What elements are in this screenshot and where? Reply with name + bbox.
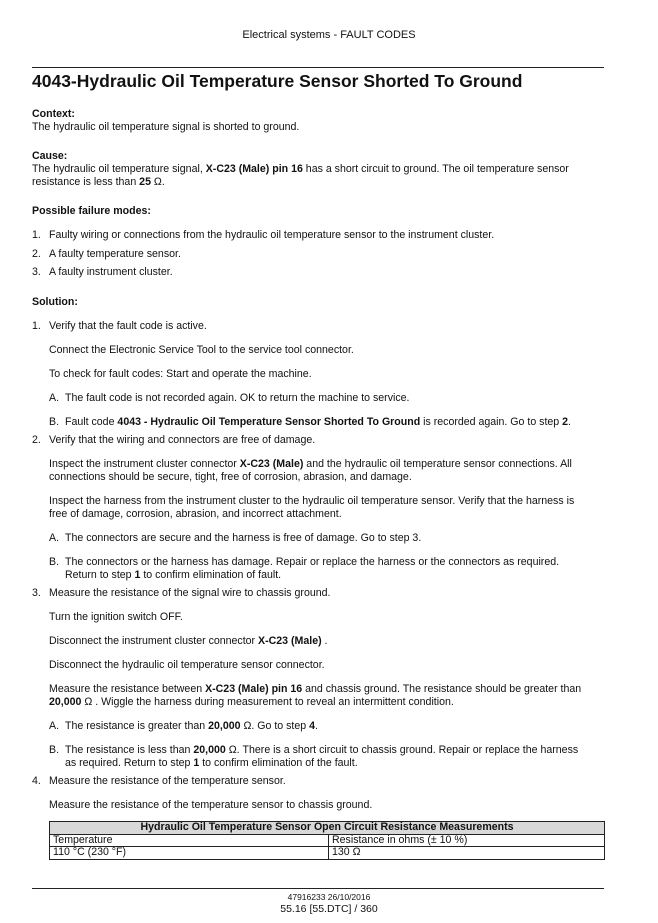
- table-caption-row: [50, 822, 605, 835]
- failure-mode-item: A faulty temperature sensor.: [49, 248, 181, 260]
- step-3-option-b: The resistance is less than 20,000 Ω. There is a short circuit to chassis ground. Repair or replace the harness: [65, 744, 579, 756]
- step-1-option-a: The fault code is not recorded again. OK to return the machine to service.: [65, 392, 410, 404]
- step-4-paragraph: Measure the resistance of the temperature sensor to chassis ground.: [49, 799, 373, 811]
- step-2-paragraph: Inspect the harness from the instrument cluster to the hydraulic oil temperature sensor. Verify that the harness is: [49, 495, 575, 507]
- option-label: A.: [49, 392, 60, 404]
- step-3-paragraph: 20,000 Ω . Wiggle the harness during measurement to reveal an intermittent condition.: [49, 696, 454, 708]
- footer-doc-id: 47916233 26/10/2016: [287, 892, 371, 902]
- step-2-option-b: The connectors or the harness has damage. Repair or replace the harness or the connectors as required.: [65, 556, 560, 568]
- failure-mode-item: Faulty wiring or connections from the hydraulic oil temperature sensor to the instrument cluster.: [49, 229, 495, 241]
- step-3-title: Measure the resistance of the signal wire to chassis ground.: [49, 587, 331, 599]
- step-2-option-b: Return to step 1 to confirm elimination of fault.: [65, 569, 282, 581]
- column-header: Resistance in ohms (± 10 %): [329, 834, 605, 847]
- failure-mode-item: A faulty instrument cluster.: [49, 266, 173, 278]
- step-4-title: Measure the resistance of the temperature sensor.: [49, 775, 286, 787]
- step-number: 1.: [32, 320, 41, 332]
- step-3-paragraph: Disconnect the instrument cluster connector X-C23 (Male) .: [49, 635, 328, 647]
- step-1-paragraph: To check for fault codes: Start and operate the machine.: [49, 368, 312, 380]
- step-1-title: Verify that the fault code is active.: [49, 320, 207, 332]
- table-cell: 110 °C (230 °F): [50, 847, 329, 860]
- step-1-option-b: Fault code 4043 - Hydraulic Oil Temperature Sensor Shorted To Ground is recorded again. Go to step 2.: [65, 416, 571, 428]
- footer-page-number: 55.16 [55.DTC] / 360: [280, 903, 378, 915]
- step-3-paragraph: Disconnect the hydraulic oil temperature sensor connector.: [49, 659, 325, 671]
- page-title: 4043-Hydraulic Oil Temperature Sensor Shorted To Ground: [32, 71, 523, 91]
- option-label: A.: [49, 720, 60, 732]
- cause-text-line2: resistance is less than 25 Ω.: [32, 176, 165, 188]
- step-3-paragraph: Turn the ignition switch OFF.: [49, 611, 183, 623]
- step-3-option-b: as required. Return to step 1 to confirm elimination of the fault.: [65, 757, 358, 769]
- step-number: 4.: [32, 775, 41, 787]
- failure-mode-number: 3.: [32, 266, 41, 278]
- resistance-table: [49, 821, 605, 860]
- failure-modes-heading: Possible failure modes:: [32, 205, 151, 217]
- step-2-paragraph: Inspect the instrument cluster connector X-C23 (Male) and the hydraulic oil temperature sensor connections. All: [49, 458, 572, 470]
- table-row: [50, 847, 605, 860]
- context-heading: Context:: [32, 108, 75, 120]
- option-label: B.: [49, 416, 60, 428]
- cause-heading: Cause:: [32, 150, 68, 162]
- step-2-paragraph: free of damage, corrosion, abrasion, and incorrect attachment.: [49, 508, 342, 520]
- step-3-option-a: The resistance is greater than 20,000 Ω. Go to step 4.: [65, 720, 318, 732]
- step-2-title: Verify that the wiring and connectors are free of damage.: [49, 434, 316, 446]
- header-rule: [32, 67, 604, 68]
- step-number: 3.: [32, 587, 41, 599]
- step-3-paragraph: Measure the resistance between X-C23 (Male) pin 16 and chassis ground. The resistance should be greater than: [49, 683, 582, 695]
- failure-mode-number: 2.: [32, 248, 41, 260]
- failure-mode-number: 1.: [32, 229, 41, 241]
- column-header: Temperature: [50, 834, 329, 847]
- table-cell: 130 Ω: [329, 847, 605, 860]
- step-2-option-a: The connectors are secure and the harness is free of damage. Go to step 3.: [65, 532, 422, 544]
- option-label: B.: [49, 556, 60, 568]
- cause-text-line1: The hydraulic oil temperature signal, X-C23 (Male) pin 16 has a short circuit to ground. The oil temperature sensor: [32, 163, 569, 175]
- option-label: A.: [49, 532, 60, 544]
- step-1-paragraph: Connect the Electronic Service Tool to the service tool connector.: [49, 344, 354, 356]
- solution-heading: Solution:: [32, 296, 78, 308]
- running-header: Electrical systems - FAULT CODES: [242, 29, 416, 41]
- context-text: The hydraulic oil temperature signal is shorted to ground.: [32, 121, 300, 133]
- step-number: 2.: [32, 434, 41, 446]
- option-label: B.: [49, 744, 60, 756]
- table-caption: Hydraulic Oil Temperature Sensor Open Circuit Resistance Measurements: [50, 822, 605, 835]
- step-2-paragraph: connections should be secure, tight, free of corrosion, abrasion, and damage.: [49, 471, 412, 483]
- table-header-row: [50, 834, 605, 847]
- footer-rule: [32, 888, 604, 889]
